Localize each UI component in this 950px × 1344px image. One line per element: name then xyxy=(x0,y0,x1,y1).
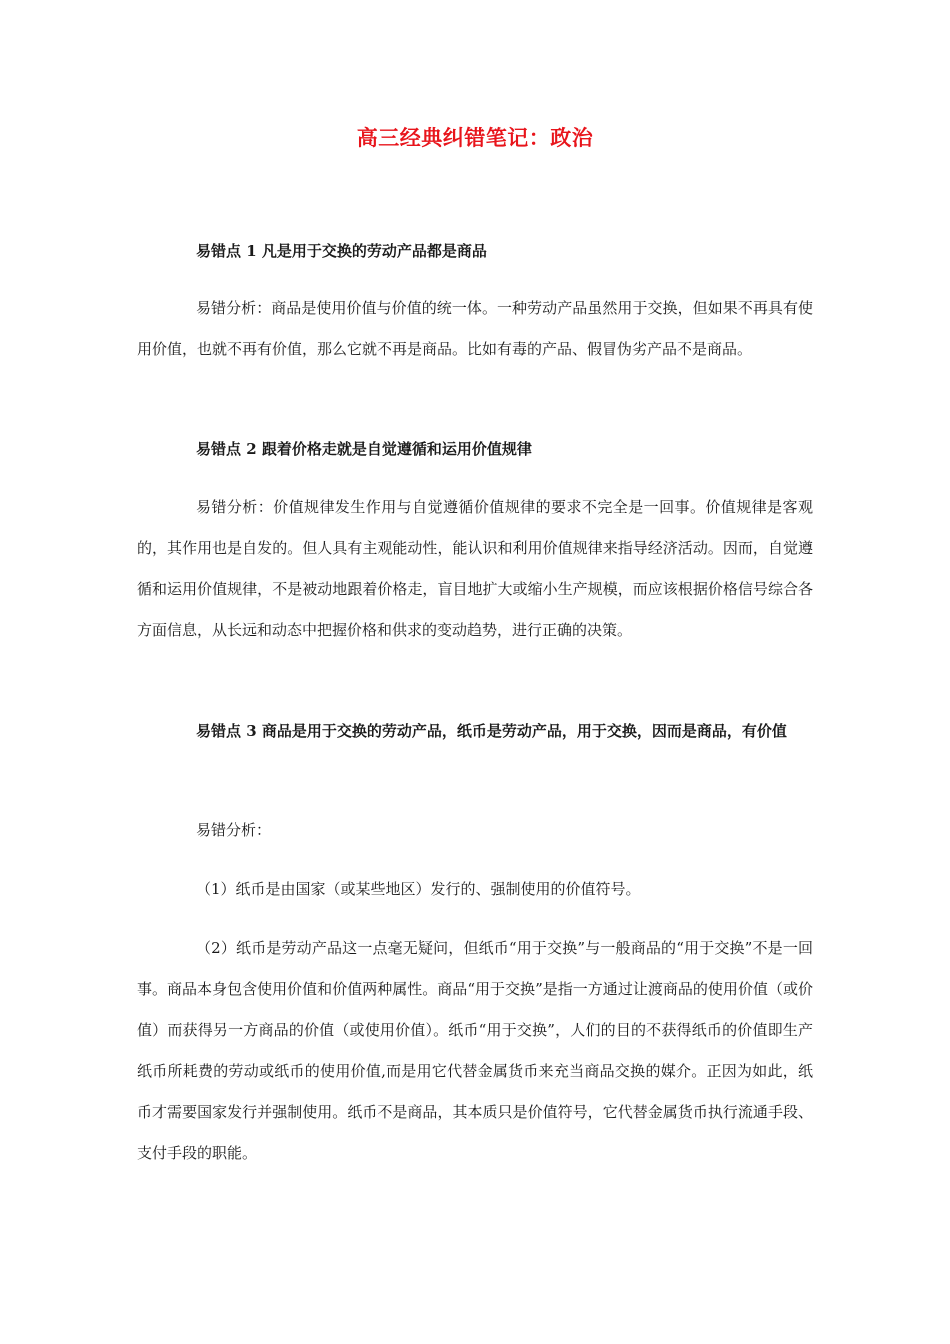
section-3-point-2: （2）纸币是劳动产品这一点毫无疑问，但纸币“用于交换”与一般商品的“用于交换”不是一回事。商品本身包含使用价值和价值两种属性。商品“用于交换”是指一方通过让渡商品的使用价值（或价值）而获得另一方商品的价值（或使用价值）。纸币“用于交换”，人们的目的不获得纸币的价值即生产纸币所耗费的劳动或纸币的使用价值,而是用它代替金属货币来充当商品交换的媒介。正因为如此，纸币才需要国家发行并强制使用。纸币不是商品，其本质只是价值符号，它代替金属货币执行流通手段、支付手段的职能。 xyxy=(137,939,813,1162)
section-1-paragraph: 易错分析：商品是使用价值与价值的统一体。一种劳动产品虽然用于交换，但如果不再具有使用价值，也就不再有价值，那么它就不再是商品。比如有毒的产品、假冒伪劣产品不是商品。 xyxy=(137,299,813,358)
section-3-analysis-label: 易错分析： xyxy=(196,821,272,839)
section-heading-1: 易错点 1 凡是用于交换的劳动产品都是商品 xyxy=(196,242,487,260)
document-title: 高三经典纠错笔记：政治 xyxy=(356,125,594,150)
section-heading-2: 易错点 2 跟着价格走就是自觉遵循和运用价值规律 xyxy=(196,440,532,458)
section-heading-3: 易错点 3 商品是用于交换的劳动产品，纸币是劳动产品，用于交换，因而是商品，有价值 xyxy=(196,722,787,740)
section-3-point-1: （1）纸币是由国家（或某些地区）发行的、强制使用的价值符号。 xyxy=(196,880,641,898)
section-2-paragraph: 易错分析：价值规律发生作用与自觉遵循价值规律的要求不完全是一回事。价值规律是客观的，其作用也是自发的。但人具有主观能动性，能认识和利用价值规律来指导经济活动。因而，自觉遵循和运用价值规律，不是被动地跟着价格走，盲目地扩大或缩小生产规模，而应该根据价格信号综合各方面信息，从长远和动态中把握价格和供求的变动趋势，进行正确的决策。 xyxy=(137,498,813,639)
